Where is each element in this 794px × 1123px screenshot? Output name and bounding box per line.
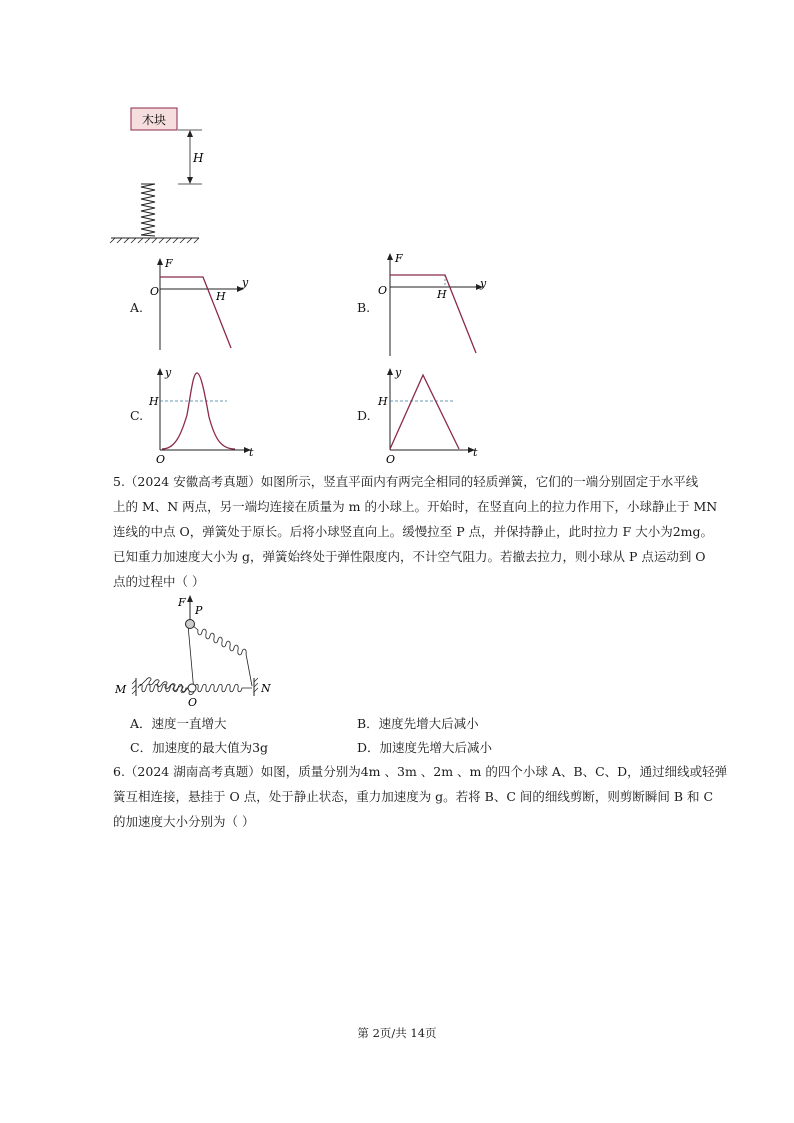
q5-spring-figure (110, 592, 280, 712)
svg-text:O: O (378, 284, 388, 297)
q6-line-3: 的加速度大小分别为（ ） (113, 814, 255, 829)
option-c-label: C. (130, 408, 144, 423)
svg-text:F: F (395, 252, 403, 265)
graph-d (375, 365, 490, 465)
wood-label: 木块 (141, 113, 167, 127)
ball-o (188, 684, 196, 692)
option-b-label: B. (357, 300, 371, 315)
svg-text:y: y (480, 277, 487, 290)
svg-text:O: O (150, 285, 160, 298)
q5-option-c: C．加速度的最大值为3g (130, 740, 269, 755)
graph-b (375, 250, 490, 360)
option-d-label: D. (357, 408, 371, 423)
q5-line-1: 5.（2024 安徽高考真题）如图所示，竖直平面内有两完全相同的轻质弹簧，它们的一端分别固定于水平线 (113, 474, 699, 489)
height-label: H (193, 151, 204, 165)
q6-line-1: 6.（2024 湖南高考真题）如图，质量分别为4m 、3m 、2m 、m 的四个小球 A、B、C、D，通过细线或轻弹 (113, 764, 728, 779)
right-spring (192, 625, 252, 686)
svg-text:O: O (156, 453, 166, 465)
svg-text:H: H (437, 288, 447, 301)
block-spring-figure (105, 100, 215, 250)
svg-text:O: O (188, 696, 198, 709)
svg-text:O: O (386, 453, 396, 465)
q5-line-3: 连线的中点 O，弹簧处于原长。后将小球竖直向上。缓慢拉至 P 点，并保持静止，此时拉力 F 大小为2mg。 (113, 524, 714, 539)
svg-text:t: t (473, 446, 478, 459)
svg-text:H: H (378, 395, 388, 408)
svg-text:N: N (261, 682, 271, 695)
svg-text:H: H (216, 290, 226, 303)
graph-a-curve (160, 277, 231, 348)
q5-line-2: 上的 M、N 两点，另一端均连接在质量为 m 的小球上。开始时，在竖直向上的拉力作用下，小球静止于 MN (113, 499, 718, 514)
spring (141, 184, 155, 236)
graph-c (145, 365, 260, 465)
q5-option-b: B．速度先增大后减小 (357, 716, 479, 731)
q5-option-a: A．速度一直增大 (130, 716, 227, 731)
svg-text:y: y (242, 276, 249, 289)
option-a-label: A. (130, 300, 144, 315)
svg-text:t: t (249, 446, 254, 459)
graph-d-curve (390, 375, 459, 449)
graph-c-curve (162, 373, 235, 449)
q5-line-4: 已知重力加速度大小为 g，弹簧始终处于弹性限度内，不计空气阻力。若撤去拉力，则小球从 P 点运动到 O (113, 549, 706, 564)
graph-a (145, 255, 255, 355)
svg-text:F: F (165, 257, 173, 270)
ball-p (186, 620, 195, 629)
svg-text:y: y (395, 366, 402, 379)
q5-line-5: 点的过程中（ ） (113, 574, 205, 589)
svg-text:H: H (149, 395, 159, 408)
svg-text:P: P (195, 604, 203, 617)
q5-option-d: D．加速度先增大后减小 (357, 740, 493, 755)
svg-text:y: y (165, 366, 172, 379)
page-number: 第 2页/共 14页 (357, 1026, 437, 1040)
q6-line-2: 簧互相连接，悬挂于 O 点，处于静止状态，重力加速度为 g。若将 B、C 间的细线剪断，则剪断瞬间 B 和 C (113, 789, 714, 804)
svg-text:F: F (178, 596, 186, 609)
svg-text:M: M (115, 683, 127, 696)
